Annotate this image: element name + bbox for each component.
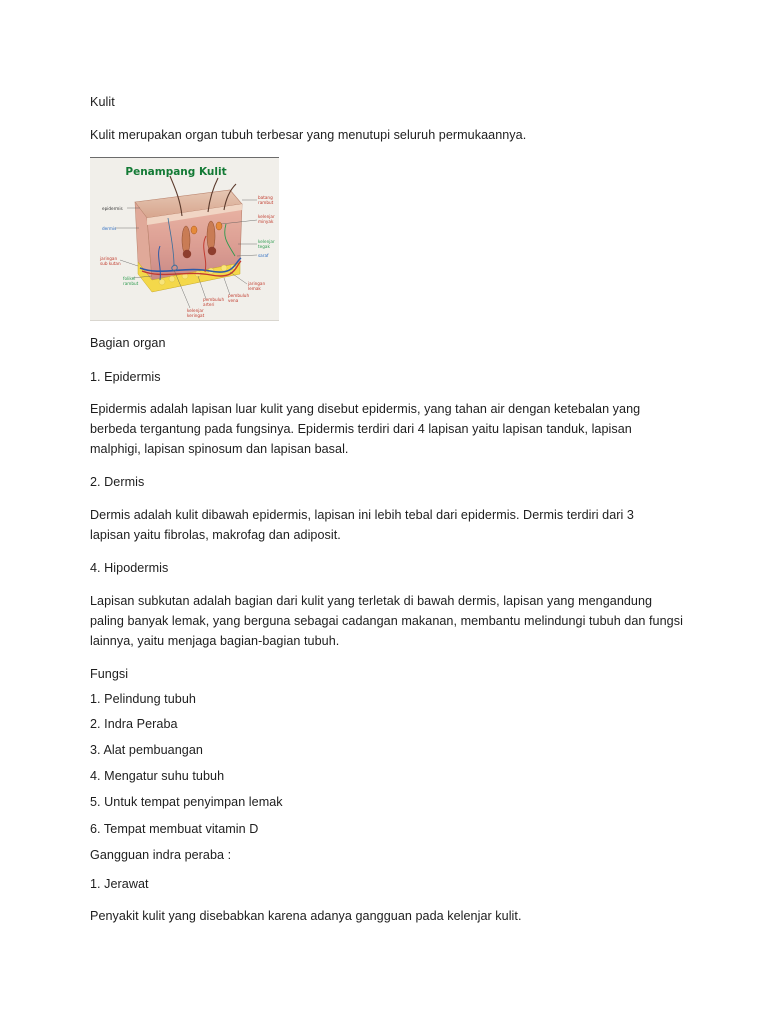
epidermis-line-2: berbeda tergantung pada fungsinya. Epidermis terdiri dari 4 lapisan yaitu lapisan tanduk, lapisan xyxy=(90,422,632,436)
dermis-line-2: lapisan yaitu fibrolas, makrofag dan adiposit. xyxy=(90,528,341,542)
label-pembuluh-vena-1: pembuluh xyxy=(228,293,250,298)
dermis-heading: 2. Dermis xyxy=(90,475,145,489)
label-epidermis: epidermis xyxy=(102,206,123,211)
label-kelenjar-minyak-2: minyak xyxy=(258,219,274,224)
label-sub-kutan: sub kutan xyxy=(100,261,121,266)
epidermis-line-1: Epidermis adalah lapisan luar kulit yang disebut epidermis, yang tahan air dengan ketebalan yang xyxy=(90,402,641,416)
label-batang: batang xyxy=(258,195,273,200)
fungsi-item-5: 5. Untuk tempat penyimpan lemak xyxy=(90,795,283,809)
fungsi-item-2: 2. Indra Peraba xyxy=(90,717,178,731)
label-saraf: saraf xyxy=(258,253,269,258)
gangguan-heading: Gangguan indra peraba : xyxy=(90,848,232,862)
jerawat-heading: 1. Jerawat xyxy=(90,877,149,891)
label-kelenjar-keringat-1: kelenjar xyxy=(187,308,204,313)
skin-cross-section-figure xyxy=(90,157,279,321)
label-pembuluh-vena-2: vena xyxy=(228,298,239,303)
epidermis-line-3: malphigi, lapisan spinosum dan lapisan basal. xyxy=(90,442,349,456)
skin-diagram xyxy=(90,158,279,320)
jerawat-text: Penyakit kulit yang disebabkan karena adanya gangguan pada kelenjar kulit. xyxy=(90,909,522,923)
fungsi-item-3: 3. Alat pembuangan xyxy=(90,743,203,757)
fungsi-heading: Fungsi xyxy=(90,667,129,681)
label-kelenjar-tegak-1: kelenjar xyxy=(258,239,275,244)
label-rambut: rambut xyxy=(123,281,139,286)
hipodermis-heading: 4. Hipodermis xyxy=(90,561,169,575)
section-heading: Bagian organ xyxy=(90,336,166,350)
epidermis-heading: 1. Epidermis xyxy=(90,370,161,384)
hipodermis-line-2: paling banyak lemak, yang berguna sebagai cadangan makanan, membantu melindungi tubuh dan fungsi xyxy=(90,614,683,628)
fungsi-item-6: 6. Tempat membuat vitamin D xyxy=(90,822,259,836)
dermis-line-1: Dermis adalah kulit dibawah epidermis, lapisan ini lebih tebal dari epidermis. Dermis terdiri dari 3 xyxy=(90,508,634,522)
fungsi-item-1: 1. Pelindung tubuh xyxy=(90,692,196,706)
label-pembuluh-arteri-1: pembuluh xyxy=(203,297,225,302)
label-dermis: dermis xyxy=(102,226,117,231)
label-jaringan: jaringan xyxy=(100,256,118,261)
label-kelenjar-tegak-2: tegak xyxy=(258,244,270,249)
hipodermis-line-3: lainnya, yaitu menjaga bagian-bagian tubuh. xyxy=(90,634,340,648)
label-pembuluh-arteri-2: arteri xyxy=(203,302,215,307)
doc-title: Kulit xyxy=(90,95,115,109)
label-folikel: folikel xyxy=(123,276,136,281)
hipodermis-line-1: Lapisan subkutan adalah bagian dari kulit yang terletak di bawah dermis, lapisan yang mengandung xyxy=(90,594,653,608)
label-jaringan-lemak-1: jaringan xyxy=(248,281,266,286)
label-rambut-2: rambut xyxy=(258,200,274,205)
label-kelenjar-minyak-1: kelenjar xyxy=(258,214,275,219)
label-kelenjar-keringat-2: keringat xyxy=(187,313,205,318)
figure-title: Penampang Kulit xyxy=(125,166,227,178)
intro-paragraph: Kulit merupakan organ tubuh terbesar yang menutupi seluruh permukaannya. xyxy=(90,128,527,142)
fungsi-item-4: 4. Mengatur suhu tubuh xyxy=(90,769,225,783)
label-jaringan-lemak-2: lemak xyxy=(248,286,261,291)
